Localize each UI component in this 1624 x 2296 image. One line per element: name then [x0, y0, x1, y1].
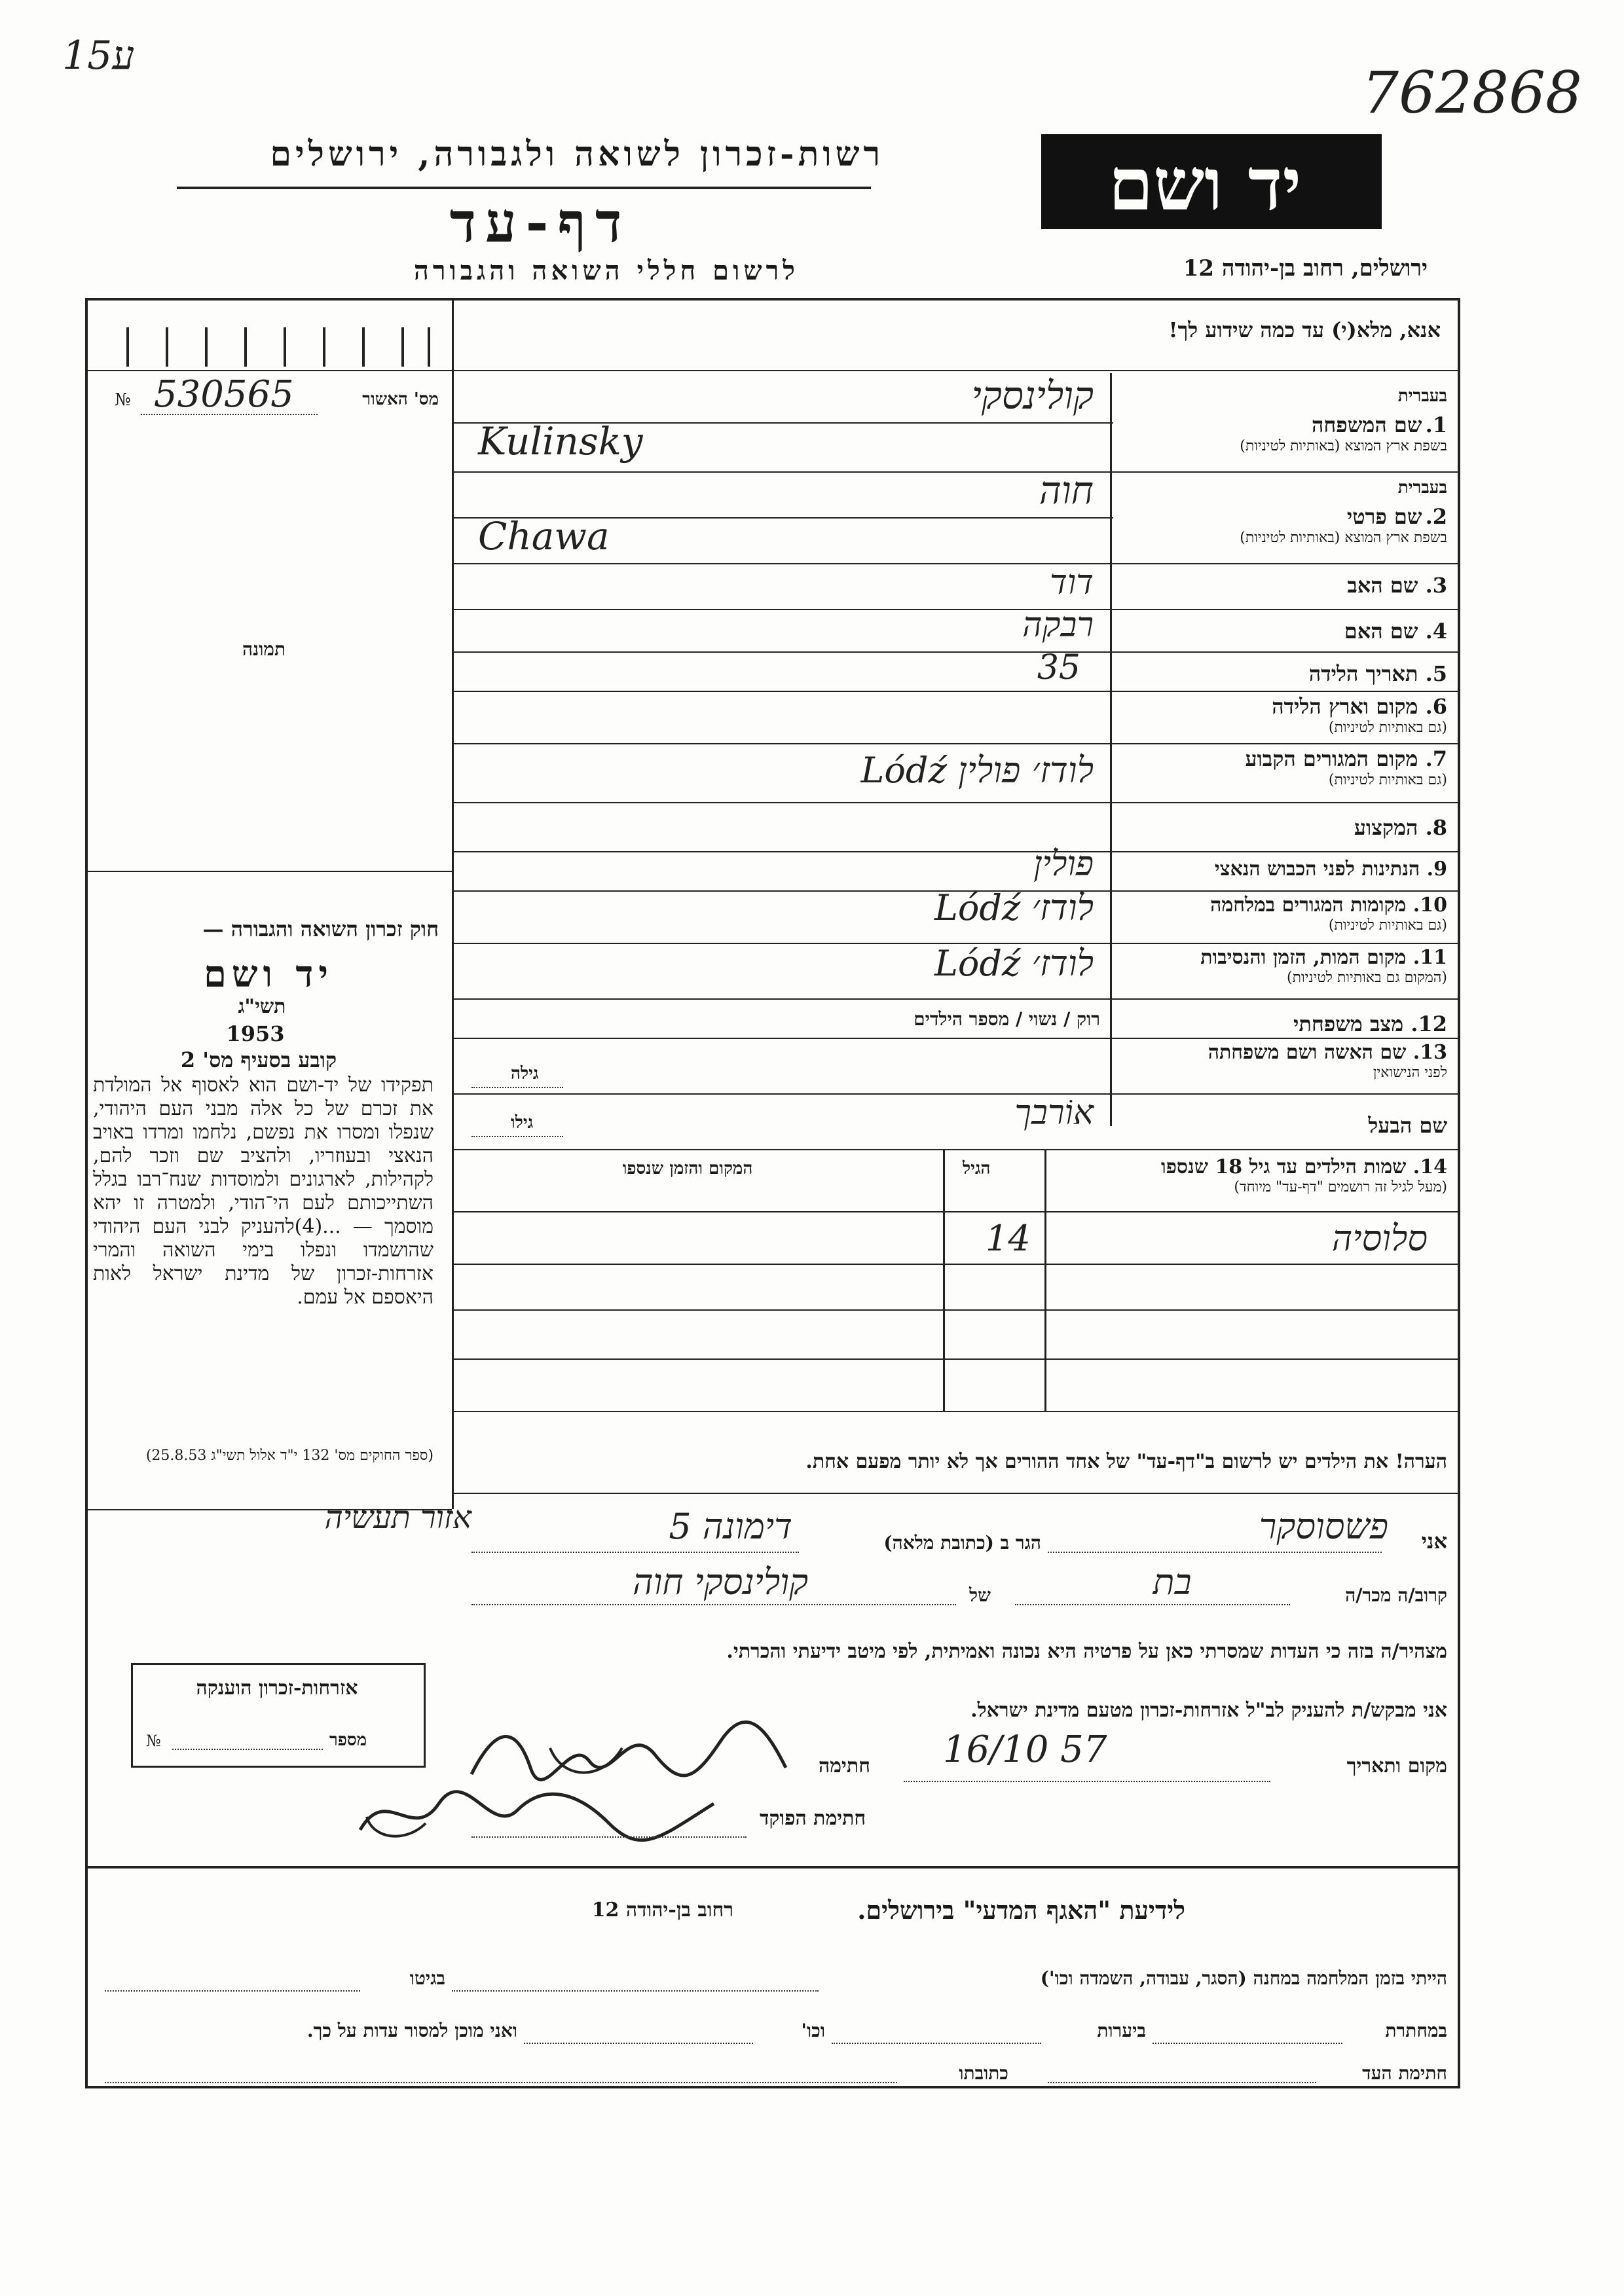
certificate-label: מס' האשור	[362, 390, 439, 409]
witness-address-dotline	[471, 1552, 799, 1553]
instruction-underline	[452, 370, 1460, 371]
witness-extra: אזור תעשיה	[324, 1499, 471, 1536]
field-12-value: רוק / נשוי / מספר הילדים	[913, 1008, 1100, 1030]
relation-dotline	[1015, 1604, 1290, 1605]
field-1-value-hebrew: קולינסקי	[971, 373, 1094, 418]
field-4-label	[1116, 619, 1447, 644]
relative-name-value: קולינסקי חוה	[632, 1561, 809, 1603]
place-date-dotline	[904, 1781, 1270, 1782]
citizenship-box	[131, 1663, 426, 1768]
field-2-num: 2.	[1425, 504, 1447, 529]
field-7-label-block	[1116, 746, 1447, 788]
footer-top-border	[85, 1866, 1460, 1868]
footer-camp-dotline	[452, 1990, 819, 1992]
children-row-2	[452, 1309, 1460, 1311]
field-3-num: 3.	[1425, 573, 1447, 598]
husband-sep	[452, 1149, 1460, 1150]
field-13-num: 13.	[1412, 1041, 1447, 1064]
children-header-sep	[452, 1211, 1460, 1212]
field-13-label-block	[1116, 1041, 1447, 1081]
relative-name-dotline	[471, 1604, 956, 1605]
husband-label: שם הבעל	[1368, 1113, 1447, 1138]
children-row-3	[452, 1358, 1460, 1360]
field-9-label	[1116, 858, 1447, 881]
barcode-ticks	[124, 327, 432, 367]
authority-name: רשות-זכרון לשואה ולגבורה, ירושלים	[270, 134, 884, 174]
witness-name: פשסוסקר	[1259, 1506, 1388, 1547]
footer-title: לידיעת "האגף המדעי" בירושלים.	[857, 1895, 1185, 1925]
footer-witness-address: כתובתו	[959, 2062, 1008, 2084]
footer-witness-address-dotline	[105, 2082, 897, 2083]
children-row-4	[452, 1411, 1460, 1412]
field-13-label: שם האשה ושם משפחתה	[1208, 1041, 1407, 1064]
archive-number: 762868	[1362, 59, 1582, 126]
field-10-value: לודז׳ Lódź	[934, 887, 1094, 928]
field-2-label-block	[1116, 478, 1447, 546]
children-label: שמות הילדים עד גיל 18 שנספו	[1160, 1156, 1407, 1178]
officer-dotline	[471, 1836, 747, 1838]
certificate-dotline	[141, 414, 318, 415]
field-12-label-text: מצב משפחתי	[1293, 1011, 1404, 1036]
officer-label: חתימת הפוקד	[760, 1807, 866, 1830]
footer-witness-sig-dotline	[1048, 2082, 1316, 2083]
child-1-age: 14	[986, 1218, 1031, 1259]
field-11-label: מקום המות, הזמן והנסיבות	[1200, 946, 1407, 969]
relation-value: בת	[1153, 1561, 1192, 1603]
logo-text: יד ושם	[1108, 142, 1302, 227]
field-3-label	[1116, 573, 1447, 598]
footer-ready: ואני מוכן למסור עדות על כך.	[306, 2020, 517, 2041]
field-6-sep	[452, 743, 1460, 744]
field-7-value: לודז׳ פולין Lódź	[860, 750, 1094, 791]
children-header	[1048, 1156, 1447, 1195]
children-row-1	[452, 1264, 1460, 1265]
field-2-lang: בעברית	[1397, 478, 1447, 498]
law-name: יד ושם	[203, 953, 334, 996]
husband-age-dotline	[471, 1136, 563, 1137]
field-1-num: 1.	[1425, 412, 1447, 437]
field-2-value-hebrew: חוה	[1039, 468, 1094, 513]
field-8-label-text: המקצוע	[1354, 815, 1418, 840]
relative-label: קרוב/ה מכר/ה	[1345, 1584, 1447, 1606]
field-2-label: שם פרטי	[1346, 504, 1422, 529]
footer-etc-dotline	[524, 2043, 753, 2044]
remark-bottom	[452, 1493, 1460, 1494]
place-date-label: מקום ותאריך	[1346, 1755, 1447, 1777]
witness-declaration: מצהיר/ה בזה כי העדות שמסרתי כאן על פרטיה היא נכונה ואמיתית, לפי מיטב ידיעתי והכרתי.	[726, 1640, 1447, 1663]
left-column-divider	[452, 298, 454, 1509]
instruction-text: אנא, מלא(י) עד כמה שידוע לך!	[1168, 318, 1441, 342]
field-6-label-block	[1116, 694, 1447, 736]
field-5-label	[1116, 661, 1447, 686]
form-subtitle: לרשום חללי השואה והגבורה	[413, 255, 799, 286]
footer-forests-dotline	[832, 2043, 1041, 2044]
corner-mark: ע15	[62, 33, 135, 79]
field-12-label	[1116, 1011, 1447, 1036]
field-1-lang: בעברית	[1397, 386, 1447, 406]
field-4-value: רבקה	[1022, 606, 1094, 645]
field-1-note: בשפת ארץ המוצא (באותיות לטיניות)	[1240, 438, 1447, 454]
field-9-label-text: הנתינות לפני הכבוש הנאצי	[1214, 858, 1420, 881]
footer-underground: במחתרת	[1385, 2020, 1447, 2041]
children-num: 14.	[1412, 1156, 1447, 1178]
law-clause: קובע בסעיף מס' 2	[180, 1048, 337, 1072]
law-title: חוק זכרון השואה והגבורה —	[202, 917, 439, 941]
footer-address: רחוב בן-יהודה 12	[591, 1899, 733, 1922]
citizenship-dotline	[172, 1749, 323, 1750]
photo-label: תמונה	[242, 638, 286, 660]
yad-vashem-logo	[1041, 134, 1382, 229]
law-year-heb: תשי"ג	[238, 995, 286, 1018]
footer-line1-camp: הייתי בזמן המלחמה במחנה (הסגר, עבודה, השמדה וכו')	[1040, 1967, 1447, 1989]
signature-label: חתימה	[819, 1755, 870, 1777]
field-2-note: בשפת ארץ המוצא (באותיות לטיניות)	[1240, 530, 1447, 546]
field-1-label-block	[1116, 386, 1447, 454]
field-2-value-latin: Chawa	[478, 514, 610, 558]
citizenship-symbol: №	[146, 1732, 161, 1750]
witness-address: דימונה 5	[669, 1506, 792, 1547]
field-4-label-text: שם האם	[1344, 619, 1418, 644]
officer-signature	[347, 1777, 740, 1850]
header-address: ירושלים, רחוב בן-יהודה 12	[1183, 255, 1428, 282]
field-12-sep	[452, 1038, 1460, 1039]
children-col-divider-b	[943, 1149, 945, 1411]
field-7-label: מקום המגורים הקבוע	[1245, 746, 1418, 771]
law-reference: (ספר החוקים מס' 132 י"ד אלול תשי"ג 25.8.53)	[145, 1448, 434, 1464]
citizenship-title: אזרחות-זכרון הוענקה	[196, 1677, 358, 1700]
child-1-name: סלוסיה	[1331, 1218, 1428, 1259]
certificate-symbol: №	[115, 390, 131, 410]
husband-value: אוֹרבך	[1014, 1093, 1094, 1133]
field-10-note: (גם באותיות לטיניות)	[1328, 917, 1447, 934]
field-10-label: מקומות המגורים במלחמה	[1210, 894, 1407, 917]
law-text: תפקידו של יד-ושם הוא לאסוף אל המולדת את זכרם של כל אלה מבני העם היהודי, שנפלו ומסרו את נפשם, נלחמו ומרדו באויב הנאצי ובעוזריו, ולהציב שם וזכר להם, לקהילות, לארגונים ולמוסדות שנח־רבו בגלל השתייכותם לעם הי־הודי, ולמטרה זו יהא מוסמך — ...(4)להעניק לבני העם היהודי שהושמדו ונפלו בימי השואה והמרי אזרחות-זכרון של מדינת ישראל לאות היאספם אל עמם.	[93, 1074, 434, 1309]
children-col-place: המקום והזמן שנספו	[622, 1159, 753, 1178]
field-8-num: 8.	[1425, 815, 1447, 840]
children-col-age: הגיל	[963, 1159, 991, 1178]
field-10-label-block	[1116, 894, 1447, 934]
field-1-label: שם המשפחה	[1311, 412, 1422, 437]
field-11-num: 11.	[1412, 946, 1447, 969]
field-13-note: לפני הנישואין	[1373, 1065, 1447, 1081]
field-4-num: 4.	[1425, 619, 1447, 644]
witness-name-dotline	[1048, 1552, 1382, 1553]
field-11-sep	[452, 998, 1460, 1000]
witness-resides-label: הגר ב (כתובת מלאה)	[883, 1532, 1041, 1554]
remark-text: הערה! את הילדים יש לרשום ב"דף-עד" של אחד ההורים אך לא יותר מפעם אחת.	[805, 1450, 1447, 1473]
certificate-value: 530565	[154, 373, 294, 416]
authority-underline	[177, 187, 871, 189]
field-3-value: דוד	[1050, 563, 1094, 602]
field-6-note: (גם באותיות לטיניות)	[1328, 720, 1447, 736]
field-9-num: 9.	[1426, 858, 1447, 881]
field-13-age-label: גילה	[511, 1064, 539, 1084]
citizenship-number-label: מספר	[329, 1730, 367, 1750]
husband-age-label: גילו	[511, 1113, 534, 1133]
field-10-num: 10.	[1412, 894, 1447, 917]
barcode-underline	[85, 370, 452, 371]
footer-line1-ghetto: בגיטו	[409, 1967, 445, 1989]
footer-forests: ביערות	[1097, 2020, 1146, 2041]
field-13-age-dotline	[471, 1087, 563, 1088]
footer-ghetto-dotline	[105, 1990, 360, 1992]
field-6-num: 6.	[1425, 694, 1447, 719]
children-col-divider-a	[1044, 1149, 1046, 1411]
label-column-divider	[1110, 373, 1112, 1126]
field-6-label: מקום וארץ הלידה	[1272, 694, 1418, 719]
field-7-sep	[452, 802, 1460, 803]
field-7-note: (גם באותיות לטיניות)	[1328, 772, 1447, 788]
field-5-num: 5.	[1425, 661, 1447, 686]
footer-underground-dotline	[1153, 2043, 1342, 2044]
field-1-value-latin: Kulinsky	[478, 419, 643, 464]
field-3-label-text: שם האב	[1347, 573, 1418, 598]
field-5-value: 35	[1037, 648, 1080, 687]
date-value: 16/10 57	[943, 1728, 1107, 1771]
law-year: 1953	[226, 1021, 285, 1046]
relative-of-label: של	[969, 1584, 991, 1606]
witness-prefix: אני	[1421, 1529, 1447, 1554]
field-5-label-text: תאריך הלידה	[1308, 661, 1418, 686]
field-7-num: 7.	[1425, 746, 1447, 771]
field-8-label	[1116, 815, 1447, 840]
field-11-note: (המקום גם באותיות לטיניות)	[1287, 970, 1447, 986]
field-11-label-block	[1116, 946, 1447, 986]
field-12-num: 12.	[1411, 1011, 1447, 1036]
children-note: (מעל לגיל זה רושמים "דף-עד" מיוחד)	[1234, 1179, 1447, 1195]
footer-etc: וכו'	[801, 2020, 825, 2041]
form-title: דף-עד	[449, 190, 631, 255]
law-box-top	[85, 871, 452, 872]
field-5-sep	[452, 691, 1460, 692]
field-9-value: פולין	[1033, 845, 1094, 884]
field-11-value: לודז׳ Lódź	[934, 943, 1094, 984]
witness-request: אני מבקש/ת להעניק לב"ל אזרחות-זכרון מטעם מדינת ישראל.	[970, 1699, 1447, 1722]
footer-witness-sig: חתימת העד	[1362, 2062, 1447, 2084]
